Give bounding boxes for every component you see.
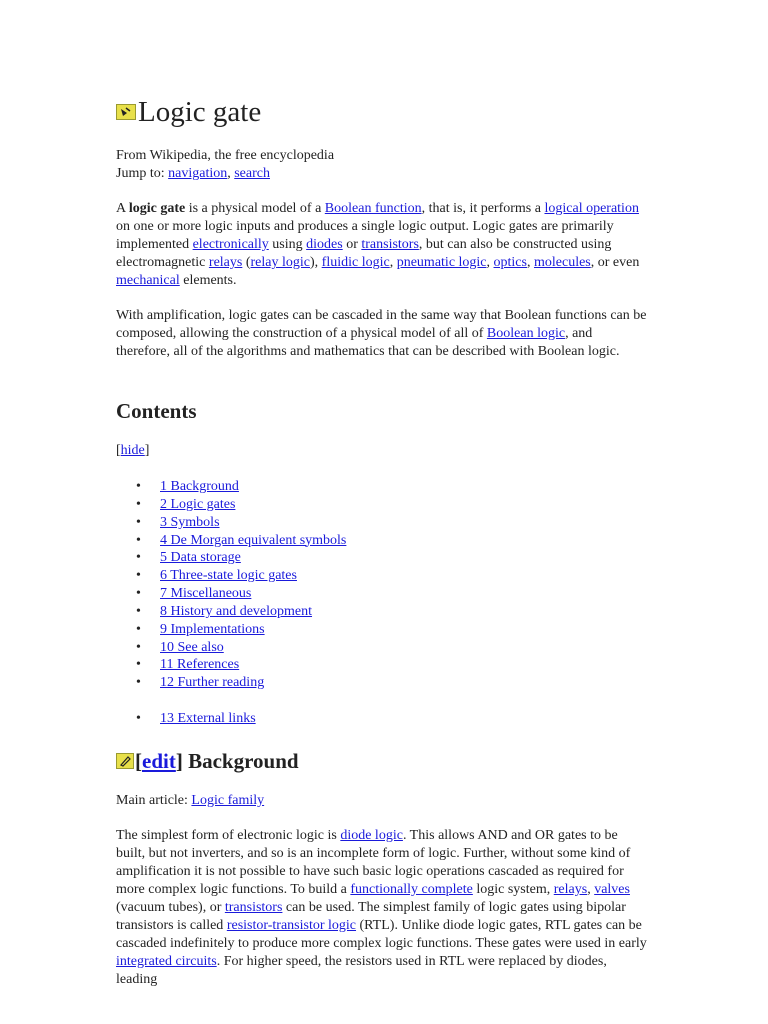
inline-link[interactable]: diodes: [306, 237, 343, 252]
toc-item: [116, 585, 346, 603]
toc-link[interactable]: 13 External links: [160, 711, 256, 726]
inline-link[interactable]: fluidic logic: [321, 255, 390, 270]
inline-link[interactable]: relay logic: [250, 255, 310, 270]
main-article-link[interactable]: Logic family: [191, 793, 265, 808]
toc-toggle: [116, 442, 149, 460]
table-of-contents-extra: [116, 710, 256, 728]
text-run: ,: [486, 255, 494, 270]
image-placeholder-icon: [116, 104, 136, 120]
jump-prefix: Jump to:: [116, 166, 169, 181]
jump-to: [116, 165, 648, 183]
inline-link[interactable]: relays: [553, 882, 588, 897]
text-run: (vacuum tubes), or: [116, 900, 225, 915]
edit-open-bracket: [: [135, 749, 142, 773]
jump-navigation-link[interactable]: navigation: [168, 166, 228, 181]
main-article-prefix: Main article:: [116, 793, 192, 808]
text-run: . For higher speed, the resistors used in RTL were replaced by diodes, leading: [116, 954, 607, 987]
hide-toc-link[interactable]: hide: [120, 443, 145, 458]
text-run: , that is, it performs a: [421, 201, 545, 216]
inline-link[interactable]: resistor-transistor logic: [226, 918, 357, 933]
toc-item: [116, 478, 346, 496]
inline-link[interactable]: transistors: [361, 237, 419, 252]
toc-item: [116, 621, 346, 639]
intro-paragraph-2: [116, 307, 648, 361]
text-run: . This allows AND and OR gates to be built, but not inverters, and so is an incomplete form of logic. Further, without some kind of amplification it is not possible to have such basic logic operations cascaded as required for more complex logic functions. To build a: [116, 828, 631, 897]
text-run: can be used. The simplest family of logic gates using bipolar transistors is called: [116, 900, 626, 933]
page-title-text: Logic gate: [138, 96, 262, 128]
bold-term: logic gate: [128, 201, 186, 216]
inline-link[interactable]: molecules: [533, 255, 591, 270]
edit-section-link[interactable]: edit: [142, 749, 176, 773]
toc-item: [116, 656, 346, 674]
inline-link[interactable]: functionally complete: [350, 882, 473, 897]
inline-link[interactable]: Boolean logic: [486, 326, 566, 341]
background-paragraph: [116, 827, 648, 989]
text-run: on one or more logic inputs and produces a single logic output. Logic gates are primarily implemented: [116, 219, 614, 252]
toc-link[interactable]: 10 See also: [160, 639, 224, 655]
text-run: (: [242, 255, 251, 270]
toc-item: [116, 710, 256, 728]
inline-link[interactable]: integrated circuits: [116, 954, 217, 969]
table-of-contents: [116, 478, 346, 692]
text-run: (RTL). Unlike diode logic gates, RTL gates can be cascaded indefinitely to produce more complex logic functions. These gates were used in early: [116, 918, 647, 951]
text-run: With amplification, logic gates can be cascaded in the same way that Boolean functions can be composed, allowing the construction of a physical model of all of: [116, 308, 647, 341]
intro-paragraph-1: [116, 200, 648, 290]
inline-link[interactable]: mechanical: [116, 273, 180, 288]
toc-item: [116, 674, 346, 692]
inline-link[interactable]: transistors: [224, 900, 283, 915]
text-run: ,: [587, 882, 595, 897]
text-run: The simplest form of electronic logic is: [116, 828, 341, 843]
inline-link[interactable]: optics: [493, 255, 527, 270]
inline-link[interactable]: relays: [208, 255, 243, 270]
text-run: using: [268, 237, 307, 252]
text-run: is a physical model of a: [185, 201, 325, 216]
text-run: or: [342, 237, 362, 252]
toc-link[interactable]: 3 Symbols: [160, 514, 220, 530]
inline-link[interactable]: diode logic: [340, 828, 403, 843]
page-title: [116, 94, 261, 130]
text-run: ,: [389, 255, 397, 270]
toc-link[interactable]: 4 De Morgan equivalent symbols: [160, 532, 347, 548]
text-run: A: [116, 201, 129, 216]
toc-link[interactable]: 2 Logic gates: [160, 496, 236, 512]
text-run: , and therefore, all of the algorithms and mathematics that can be described with Boolean logic.: [116, 326, 620, 359]
inline-link[interactable]: electronically: [192, 237, 269, 252]
contents-heading: Contents: [116, 399, 197, 423]
toc-item: [116, 496, 346, 514]
hide-open-bracket: [: [116, 443, 121, 458]
main-article-note: [116, 792, 648, 810]
text-run: ,: [526, 255, 534, 270]
toc-item: [116, 532, 346, 550]
toc-item: [116, 549, 346, 567]
section-heading-background: [116, 746, 299, 776]
toc-link[interactable]: 1 Background: [160, 479, 239, 494]
toc-link[interactable]: 9 Implementations: [160, 621, 265, 637]
edit-pencil-icon: [116, 753, 134, 769]
site-sub: From Wikipedia, the free encyclopedia: [116, 148, 335, 163]
inline-link[interactable]: Boolean function: [324, 201, 422, 216]
toc-link[interactable]: 5 Data storage: [160, 550, 241, 566]
toc-item: [116, 639, 346, 657]
text-run: ),: [310, 255, 322, 270]
inline-link[interactable]: pneumatic logic: [396, 255, 487, 270]
toc-link[interactable]: 11 References: [160, 657, 240, 673]
inline-link[interactable]: logical operation: [544, 201, 639, 216]
inline-link[interactable]: valves: [594, 882, 630, 897]
text-run: elements.: [179, 273, 237, 288]
text-run: , or even: [590, 255, 640, 270]
toc-link[interactable]: 8 History and development: [160, 603, 313, 619]
toc-link[interactable]: 7 Miscellaneous: [160, 586, 252, 602]
toc-link[interactable]: 12 Further reading: [160, 675, 265, 691]
text-run: logic system,: [472, 882, 554, 897]
jump-search-link[interactable]: search: [234, 166, 270, 181]
text-run: , but can also be constructed using electromagnetic: [116, 237, 612, 270]
edit-close-bracket: ]: [175, 749, 183, 773]
toc-item: [116, 567, 346, 585]
toc-item: [116, 514, 346, 532]
section-heading-text: Background: [182, 749, 299, 773]
hide-close-bracket: ]: [144, 443, 150, 458]
toc-link[interactable]: 6 Three-state logic gates: [160, 568, 297, 584]
toc-item: [116, 603, 346, 621]
jump-sep: ,: [227, 166, 235, 181]
